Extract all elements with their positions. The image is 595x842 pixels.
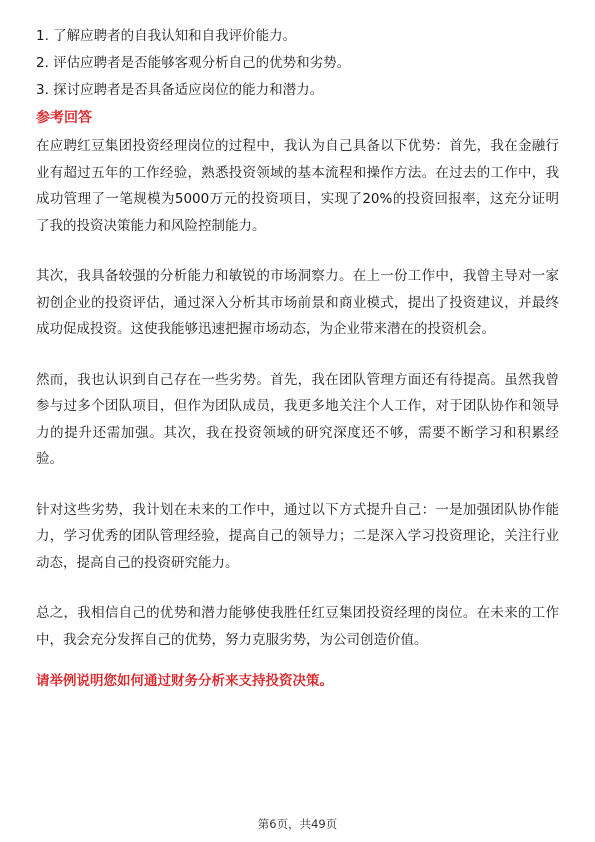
answer-paragraph-1: 在应聘红豆集团投资经理岗位的过程中，我认为自己具备以下优势：首先，我在金融行业有超过五年的工作经验，熟悉投资领域的基本流程和操作方法。在过去的工作中，我成功管理了一笔规模为5000万元的投资项目，实现了20%的投资回报率，这充分证明了我的投资决策能力和风险控制能力。	[36, 138, 559, 234]
answer-paragraph-3: 然而，我也认识到自己存在一些劣势。首先，我在团队管理方面还有待提高。虽然我曾参与过多个团队项目，但作为团队成员，我更多地关注个人工作，对于团队协作和领导力的提升还需加强。其次，我在投资领域的研究深度还不够，需要不断学习和积累经验。	[36, 371, 559, 467]
paragraph-spacer	[36, 343, 559, 367]
answer-heading: 参考回答	[36, 110, 92, 126]
objective-item-1: 1. 了解应聘者的自我认知和自我评价能力。	[36, 28, 297, 44]
answer-paragraph-2: 其次，我具备较强的分析能力和敏锐的市场洞察力。在上一份工作中，我曾主导对一家初创企业的投资评估，通过深入分析其市场前景和商业模式，提出了投资建议，并最终成功促成投资。这使我能够迅速把握市场动态，为企业带来潜在的投资机会。	[36, 268, 559, 337]
paragraph-spacer	[36, 239, 559, 263]
answer-paragraph-5: 总之，我相信自己的优势和潜力能够使我胜任红豆集团投资经理的岗位。在未来的工作中，我会充分发挥自己的优势，努力克服劣势，为公司创造价值。	[36, 605, 559, 648]
document-body	[36, 26, 559, 691]
objective-item-2: 2. 评估应聘者是否能够客观分析自己的优势和劣势。	[36, 55, 351, 71]
page-number-footer: 第6页，共49页	[257, 817, 338, 831]
paragraph-spacer	[36, 473, 559, 497]
paragraph-spacer	[36, 576, 559, 600]
answer-paragraph-4: 针对这些劣势，我计划在未来的工作中，通过以下方式提升自己：一是加强团队协作能力，学习优秀的团队管理经验，提高自己的领导力；二是深入学习投资理论，关注行业动态，提高自己的投资研究能力。	[36, 501, 559, 571]
next-question: 请举例说明您如何通过财务分析来支持投资决策。	[36, 673, 333, 689]
objective-item-3: 3. 探讨应聘者是否具备适应岗位的能力和潜力。	[36, 82, 324, 98]
